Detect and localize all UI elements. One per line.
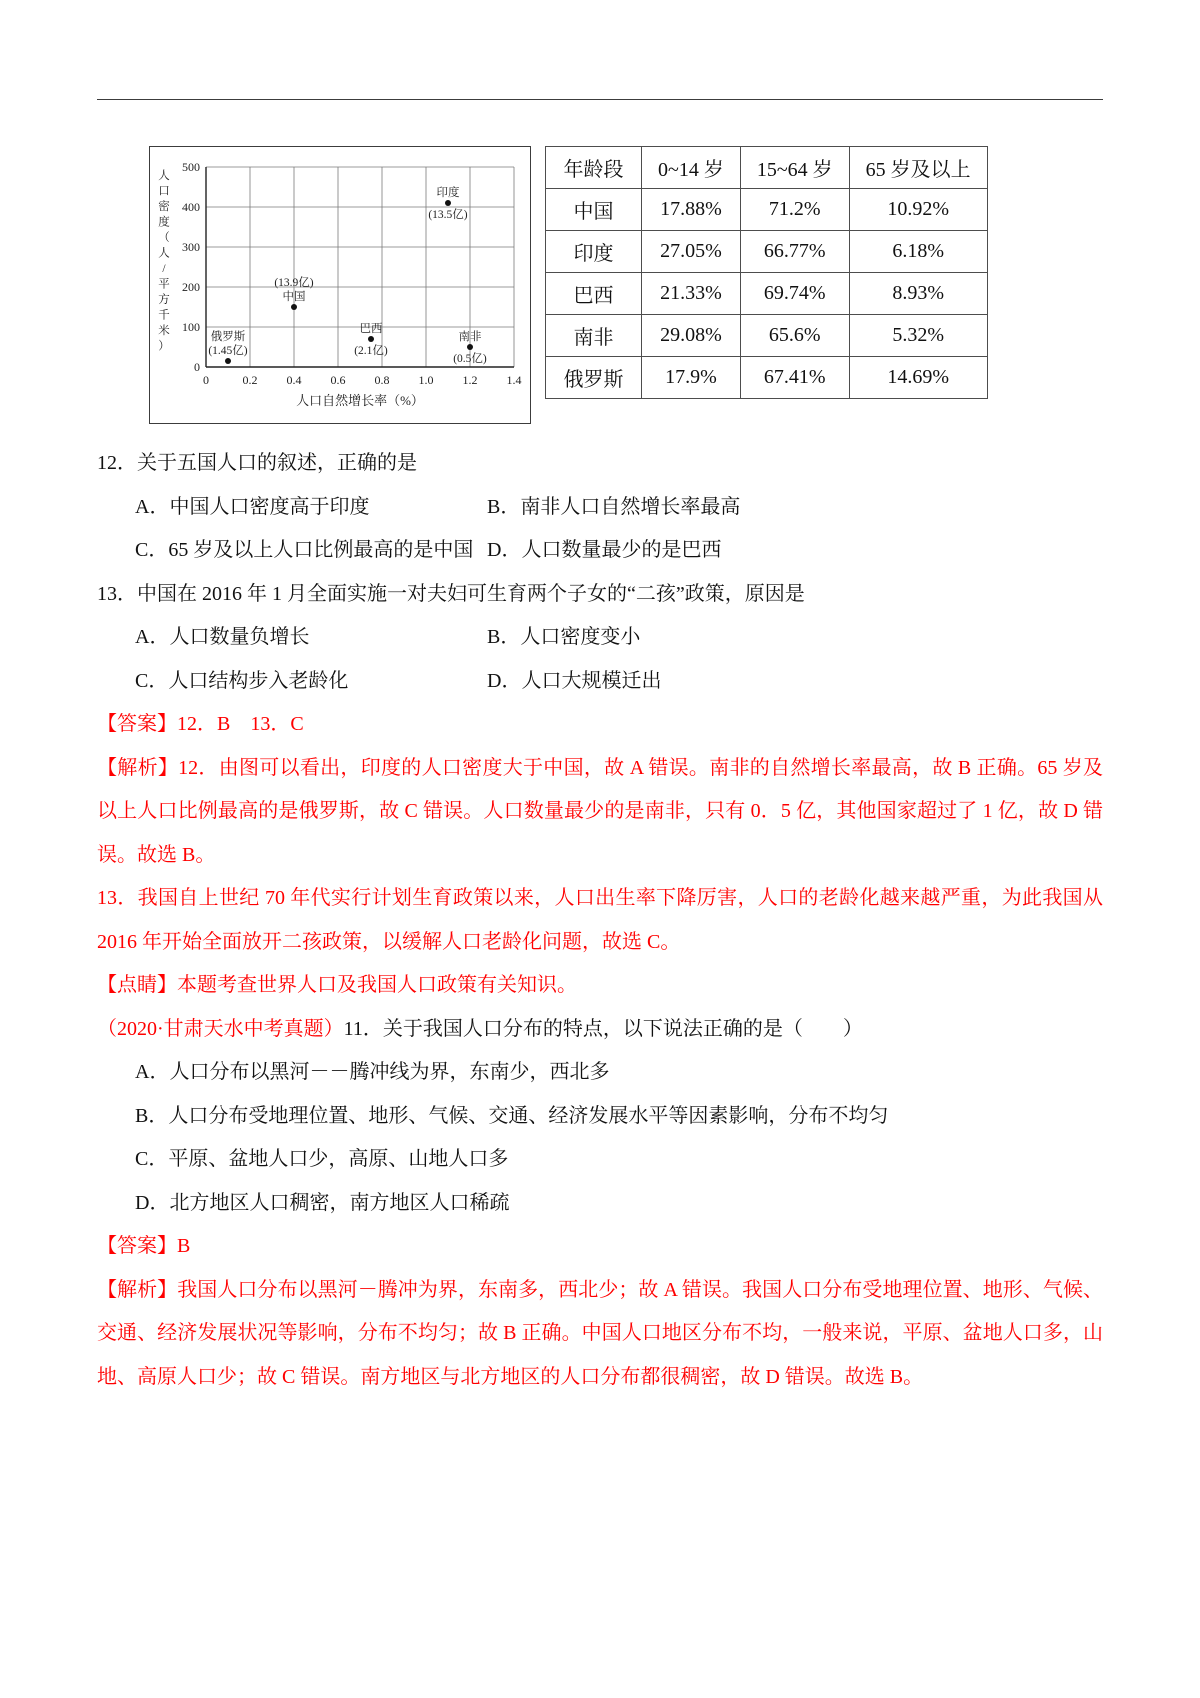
- table-cell: 65.6%: [740, 315, 849, 357]
- svg-text:300: 300: [182, 240, 200, 254]
- question-option-B: B．人口分布受地理位置、地形、气候、交通、经济发展水平等因素影响，分布不均匀: [135, 1104, 889, 1127]
- svg-text:0: 0: [194, 360, 200, 374]
- table-cell: 10.92%: [849, 189, 987, 231]
- table-row: [546, 189, 988, 231]
- table-cell: 21.33%: [642, 273, 741, 315]
- table-cell: 俄罗斯: [546, 357, 642, 399]
- question-11-stem: [97, 1008, 1103, 1052]
- table-cell: 17.9%: [642, 357, 741, 399]
- answer-line-12-13: 【答案】12．B 13．C: [97, 713, 304, 735]
- age-table-head-row: [546, 147, 988, 189]
- svg-text:口: 口: [158, 185, 170, 198]
- svg-text:度: 度: [158, 216, 170, 229]
- svg-text:人: 人: [158, 247, 170, 260]
- table-cell: 6.18%: [849, 231, 987, 273]
- question-section: [97, 442, 1103, 1399]
- table-cell: 17.88%: [642, 189, 741, 231]
- table-cell: 南非: [546, 315, 642, 357]
- age-table-header-cell: 0~14 岁: [642, 147, 741, 189]
- question-option-C: C．人口结构步入老龄化: [135, 669, 349, 692]
- svg-text:(1.45亿): (1.45亿): [208, 345, 248, 357]
- svg-text:1.2: 1.2: [462, 373, 478, 387]
- svg-text:千: 千: [158, 309, 170, 322]
- table-row: [546, 273, 988, 315]
- svg-text:南非: 南非: [458, 331, 482, 343]
- table-cell: 69.74%: [740, 273, 849, 315]
- table-cell: 27.05%: [642, 231, 741, 273]
- table-cell: 巴西: [546, 273, 642, 315]
- svg-text:巴西: 巴西: [359, 323, 383, 335]
- question-option-B: B．南非人口自然增长率最高: [487, 495, 741, 518]
- population-scatter-chart: [149, 146, 531, 424]
- question-11-source: （2020·甘肃天水中考真题）: [97, 1017, 344, 1040]
- table-cell: 29.08%: [642, 315, 741, 357]
- age-table-header-cell: 年龄段: [546, 147, 642, 189]
- svg-text:0: 0: [203, 373, 209, 387]
- age-table-header-cell: 15~64 岁: [740, 147, 849, 189]
- table-cell: 5.32%: [849, 315, 987, 357]
- question-12-options: [135, 486, 1103, 573]
- svg-text:米: 米: [158, 325, 170, 337]
- table-cell: 66.77%: [740, 231, 849, 273]
- svg-text:印度: 印度: [436, 187, 460, 199]
- svg-text:俄罗斯: 俄罗斯: [210, 331, 246, 343]
- answer-line-11: 【答案】B: [97, 1235, 191, 1257]
- svg-text:500: 500: [182, 160, 200, 174]
- svg-text:1.0: 1.0: [418, 373, 434, 387]
- svg-text:0.2: 0.2: [242, 373, 258, 387]
- svg-text:（: （: [158, 232, 170, 244]
- question-option-B: B．人口密度变小: [487, 626, 641, 648]
- svg-text:200: 200: [182, 280, 200, 294]
- table-cell: 71.2%: [740, 189, 849, 231]
- question-option-C: C．65 岁及以上人口比例最高的是中国: [135, 539, 474, 561]
- svg-text:1.4: 1.4: [506, 373, 522, 387]
- analysis-13: 13．我国自上世纪 70 年代实行计划生育政策以来，人口出生率下降厉害，人口的老龄化越来越严重，为此我国从 2016 年开始全面放开二孩政策，以缓解人口老龄化问题，故选 C。: [97, 887, 1103, 953]
- svg-text:0.6: 0.6: [330, 373, 346, 387]
- svg-text:方: 方: [158, 294, 170, 306]
- question-option-A: A．人口分布以黑河－－腾冲线为界，东南少，西北多: [135, 1061, 610, 1083]
- svg-text:(13.5亿): (13.5亿): [428, 209, 468, 221]
- table-row: [546, 231, 988, 273]
- figure-row: [149, 146, 1103, 424]
- table-row: [546, 315, 988, 357]
- table-cell: 8.93%: [849, 273, 987, 315]
- scatter-svg: [150, 147, 530, 423]
- table-cell: 印度: [546, 231, 642, 273]
- svg-text:0.8: 0.8: [374, 373, 390, 387]
- svg-text:平: 平: [158, 278, 170, 291]
- svg-text:(2.1亿): (2.1亿): [354, 345, 388, 357]
- table-cell: 中国: [546, 189, 642, 231]
- question-option-A: A．人口数量负增长: [135, 626, 310, 648]
- question-13-stem: 13．中国在 2016 年 1 月全面实施一对夫妇可生育两个子女的“二孩”政策，原因是: [97, 582, 805, 605]
- question-option-D: D．人口大规模迁出: [487, 669, 662, 692]
- svg-text:中国: 中国: [282, 291, 306, 303]
- question-11-options: [135, 1051, 1103, 1225]
- question-option-D: D．人口数量最少的是巴西: [487, 539, 722, 561]
- svg-text:0.4: 0.4: [286, 373, 302, 387]
- tip-note: 【点睛】本题考查世界人口及我国人口政策有关知识。: [97, 974, 577, 996]
- svg-text:100: 100: [182, 320, 200, 334]
- question-option-A: A．中国人口密度高于印度: [135, 495, 370, 518]
- svg-text:人: 人: [158, 170, 170, 182]
- age-table-header-cell: 65 岁及以上: [849, 147, 987, 189]
- question-13-options: [135, 616, 1103, 703]
- age-structure-table: [545, 146, 988, 399]
- question-12-stem: 12．关于五国人口的叙述，正确的是: [97, 452, 417, 474]
- svg-text:(0.5亿): (0.5亿): [453, 353, 487, 365]
- svg-text:(13.9亿): (13.9亿): [274, 277, 314, 289]
- question-11-stem-text: 11．关于我国人口分布的特点，以下说法正确的是（ ）: [343, 1017, 863, 1040]
- table-cell: 67.41%: [740, 357, 849, 399]
- question-option-C: C．平原、盆地人口少，高原、山地人口多: [135, 1148, 509, 1170]
- svg-text:/: /: [162, 263, 166, 275]
- question-option-D: D．北方地区人口稠密，南方地区人口稀疏: [135, 1191, 510, 1214]
- table-row: [546, 357, 988, 399]
- svg-text:400: 400: [182, 200, 200, 214]
- svg-text:人口自然增长率（%）: 人口自然增长率（%）: [296, 393, 424, 408]
- age-table-body: [546, 189, 988, 399]
- table-cell: 14.69%: [849, 357, 987, 399]
- svg-text:密: 密: [158, 201, 170, 213]
- header-divider: [97, 99, 1103, 100]
- analysis-12: 【解析】12．由图可以看出，印度的人口密度大于中国，故 A 错误。南非的自然增长率最高，故 B 正确。65 岁及以上人口比例最高的是俄罗斯，故 C 错误。人口数量最少的是南非，只有 0．5 亿，其他国家超过了 1 亿，故 D 错误。故选 B。: [97, 756, 1103, 866]
- analysis-11: 【解析】我国人口分布以黑河－腾冲为界，东南多，西北少；故 A 错误。我国人口分布受地理位置、地形、气候、交通、经济发展状况等影响，分布不均匀；故 B 正确。中国人口地区分布不均，一般来说，平原、盆地人口多，山地、高原人口少；故 C 错误。南方地区与北方地区的人口分布都很稠密，故 D 错误。故选 B。: [97, 1278, 1103, 1388]
- svg-text:）: ）: [158, 340, 170, 353]
